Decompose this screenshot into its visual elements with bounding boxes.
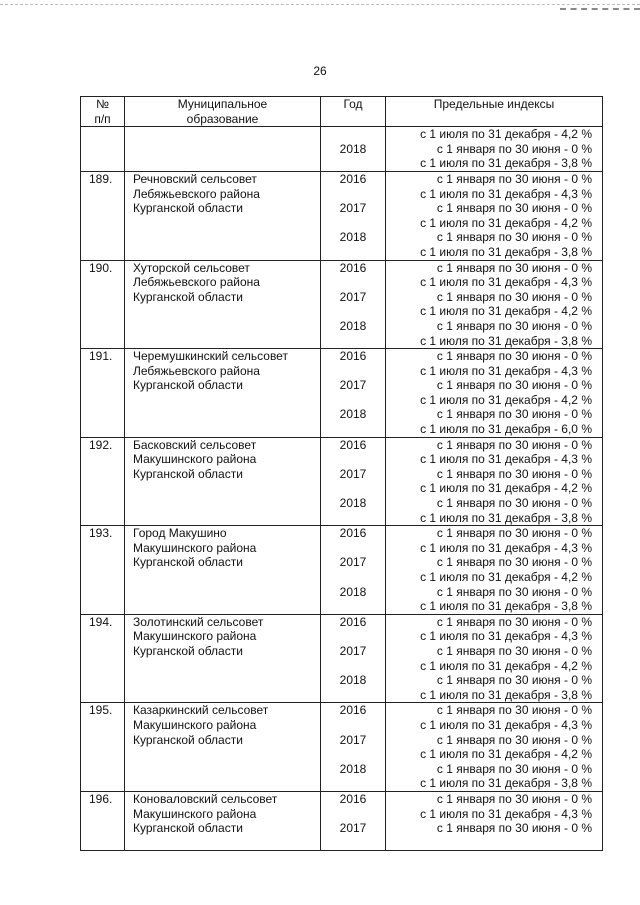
table-row: [81, 437, 603, 526]
index-line: с 1 января по 30 июня - 0 %: [436, 230, 592, 245]
indices-cell: [386, 437, 603, 526]
header-number-line: п/п: [94, 111, 111, 126]
index-line: с 1 июля по 31 декабря - 4,2 %: [420, 215, 592, 230]
year-cell: [321, 437, 386, 526]
year-block: [321, 438, 385, 467]
header-municipality: [125, 97, 321, 127]
index-line: с 1 января по 30 июня - 0 %: [436, 260, 592, 275]
year-label: 2016: [339, 437, 367, 452]
municipality-cell: [125, 171, 321, 260]
index-line: с 1 июля по 31 декабря - 4,3 %: [420, 275, 592, 290]
index-line: с 1 июля по 31 декабря - 3,8 %: [420, 244, 592, 259]
continuation-indices-cell: [386, 127, 603, 172]
continuation-year-cell: [321, 127, 386, 172]
municipality-line: Речновский сельсовет: [133, 171, 257, 186]
year-label: 2017: [339, 466, 367, 481]
row-number: 189.: [89, 171, 113, 186]
index-line: с 1 января по 30 июня - 0 %: [436, 703, 592, 718]
year-block: [321, 201, 385, 230]
municipality-line: Басковский сельсовет: [133, 437, 257, 452]
year-block: [321, 290, 385, 319]
year-label: 2018: [339, 318, 367, 333]
municipality-cell: [125, 614, 321, 703]
index-line: с 1 июля по 31 декабря - 6,0 %: [420, 422, 592, 437]
index-line: с 1 июля по 31 декабря - 4,3 %: [420, 452, 592, 467]
table-row: [81, 260, 603, 349]
row-number: 191.: [89, 349, 113, 364]
index-line: с 1 января по 30 июня - 0 %: [436, 584, 592, 599]
year-block: [321, 261, 385, 290]
row-number-cell: [81, 349, 125, 438]
year-block: [321, 407, 385, 436]
index-line: с 1 января по 30 июня - 0 %: [436, 526, 592, 541]
year-block: [321, 615, 385, 644]
row-number: 190.: [89, 260, 113, 275]
index-line: с 1 июля по 31 декабря - 4,2 %: [420, 570, 592, 584]
year-block: [321, 349, 385, 378]
year-cell: [321, 260, 386, 349]
year-block: [321, 821, 385, 850]
year-label: 2016: [339, 171, 367, 186]
municipality-line: Коноваловский сельсовет: [133, 791, 278, 806]
header-year-line: Год: [343, 97, 363, 111]
index-line: с 1 июля по 31 декабря - 4,3 %: [420, 717, 592, 732]
index-line: с 1 января по 30 июня - 0 %: [436, 791, 592, 806]
municipality-line: Макушинского района: [133, 629, 257, 644]
year-cell: [321, 791, 386, 850]
municipality-line: Казаркинский сельсовет: [133, 703, 269, 718]
indices-cell: [386, 614, 603, 703]
header-indices: [386, 97, 603, 127]
index-line: с 1 июля по 31 декабря - 3,8 %: [420, 333, 592, 348]
table-row: [81, 703, 603, 792]
year-label: 2016: [339, 703, 367, 718]
index-line: с 1 января по 30 июня - 0 %: [436, 289, 592, 304]
indices-cell: [386, 260, 603, 349]
year-label: 2016: [339, 614, 367, 629]
municipality-line: Курганской области: [133, 732, 243, 747]
index-line: с 1 января по 30 июня - 0 %: [436, 407, 592, 422]
year-label: 2017: [339, 643, 367, 658]
table-row: [81, 614, 603, 703]
header-number: [81, 97, 125, 127]
municipality-line: Макушинского района: [133, 452, 257, 467]
indices-table: [80, 96, 603, 851]
row-number-cell: [81, 260, 125, 349]
year-block: [321, 526, 385, 555]
municipality-line: Макушинского района: [133, 806, 257, 821]
index-line: с 1 января по 30 июня - 0 %: [436, 318, 592, 333]
indices-cell: [386, 526, 603, 615]
scan-edge-top: [0, 4, 640, 8]
index-line: с 1 июля по 31 декабря - 4,3 %: [420, 806, 592, 821]
row-number: 196.: [89, 791, 113, 806]
year-cell: [321, 171, 386, 260]
index-line: с 1 июля по 31 декабря - 4,3 %: [420, 186, 592, 201]
row-number: 194.: [89, 614, 113, 629]
index-line: с 1 июля по 31 декабря - 4,2 %: [420, 747, 592, 762]
year-label: [321, 127, 385, 142]
year-block: [321, 555, 385, 584]
header-municipality-line: Муниципальное: [177, 97, 268, 111]
row-number-cell: [81, 791, 125, 850]
row-number-cell: [81, 171, 125, 260]
index-line: с 1 июля по 31 декабря - 4,2 %: [420, 127, 592, 142]
municipality-line: Макушинского района: [133, 717, 257, 732]
index-line: с 1 июля по 31 декабря - 3,8 %: [420, 776, 592, 791]
municipality-cell: [125, 437, 321, 526]
municipality-line: Курганской области: [133, 466, 243, 481]
municipality-line: Лебяжьевского района: [133, 275, 260, 290]
index-line: с 1 января по 30 июня - 0 %: [436, 466, 592, 481]
year-label: 2018: [339, 496, 367, 511]
header-number-line: №: [96, 97, 109, 111]
index-line: с 1 июля по 31 декабря - 4,2 %: [420, 658, 592, 673]
year-label: 2017: [339, 289, 367, 304]
year-block: [321, 467, 385, 496]
year-block: [321, 733, 385, 762]
year-label: 2017: [339, 732, 367, 747]
year-label: 2016: [339, 349, 367, 364]
year-label: 2018: [339, 407, 367, 422]
index-line: с 1 января по 30 июня - 0 %: [436, 437, 592, 452]
year-label: 2018: [339, 673, 367, 688]
municipality-line: Курганской области: [133, 643, 243, 658]
municipality-line: Макушинского района: [133, 540, 257, 555]
year-label: 2017: [339, 555, 367, 570]
index-line: с 1 января по 30 июня - 0 %: [436, 378, 592, 393]
indices-cell: [386, 349, 603, 438]
municipality-line: Курганской области: [133, 201, 243, 216]
row-number-cell: [81, 437, 125, 526]
year-block: [321, 792, 385, 821]
row-number-cell: [81, 526, 125, 615]
row-number: 192.: [89, 437, 113, 452]
municipality-line: Курганской области: [133, 378, 243, 393]
year-cell: [321, 614, 386, 703]
municipality-line: Курганской области: [133, 555, 243, 570]
year-block: [321, 762, 385, 791]
year-label: 2018: [339, 141, 367, 156]
year-label: 2016: [339, 260, 367, 275]
year-block: [321, 496, 385, 525]
row-number-cell: [81, 703, 125, 792]
index-line: с 1 июля по 31 декабря - 3,8 %: [420, 510, 592, 525]
index-line: с 1 июля по 31 декабря - 3,8 %: [420, 599, 592, 614]
municipality-line: Черемушкинский сельсовет: [133, 349, 288, 364]
index-line: с 1 января по 30 июня - 0 %: [436, 643, 592, 658]
indices-cell: [386, 791, 603, 850]
row-number: 193.: [89, 526, 113, 541]
municipality-cell: [125, 260, 321, 349]
indices-cell: [386, 703, 603, 792]
municipality-line: Курганской области: [133, 289, 243, 304]
row-number: 195.: [89, 703, 113, 718]
table-row: [81, 171, 603, 260]
header-indices-line: Предельные индексы: [433, 97, 555, 111]
year-block: [321, 172, 385, 201]
index-line: с 1 января по 30 июня - 0 %: [436, 761, 592, 776]
index-line: с 1 июля по 31 декабря - 4,2 %: [420, 481, 592, 496]
index-line: с 1 июля по 31 декабря - 4,3 %: [420, 363, 592, 378]
index-line: с 1 января по 30 июня - 0 %: [436, 496, 592, 511]
table-header-row: [81, 97, 603, 127]
municipality-line: Курганской области: [133, 821, 243, 836]
year-label: 2017: [339, 378, 367, 393]
municipality-cell: [125, 349, 321, 438]
year-block: [321, 644, 385, 673]
municipality-cell: [125, 703, 321, 792]
municipality-line: Золотинский сельсовет: [133, 614, 264, 629]
scan-edge-right: [560, 8, 640, 13]
municipality-line: Лебяжьевского района: [133, 363, 260, 378]
row-number-cell: [81, 614, 125, 703]
continuation-row: [81, 127, 603, 172]
year-block: [321, 230, 385, 259]
year-label: 2016: [339, 526, 367, 541]
indices-cell: [386, 171, 603, 260]
index-line: с 1 июля по 31 декабря - 3,8 %: [420, 156, 592, 171]
municipality-cell: [125, 791, 321, 850]
index-line: с 1 января по 30 июня - 0 %: [436, 732, 592, 747]
table-row: [81, 526, 603, 615]
year-label: 2017: [339, 201, 367, 216]
table-row: [81, 791, 603, 850]
municipality-line: Город Макушино: [133, 526, 227, 541]
index-line: с 1 января по 30 июня - 0 %: [436, 201, 592, 216]
header-year: [321, 97, 386, 127]
index-line: с 1 января по 30 июня - 0 %: [436, 821, 592, 836]
year-label: 2016: [339, 791, 367, 806]
table-rows: [81, 171, 603, 850]
year-block: [321, 585, 385, 614]
year-block: [321, 319, 385, 348]
year-block: [321, 378, 385, 407]
continuation-number-cell: [81, 127, 125, 172]
index-line: с 1 июля по 31 декабря - 4,3 %: [420, 629, 592, 644]
table-row: [81, 349, 603, 438]
municipality-line: Хуторской сельсовет: [133, 260, 250, 275]
year-cell: [321, 349, 386, 438]
continuation-municipality-cell: [125, 127, 321, 172]
year-block: [321, 673, 385, 702]
year-label: 2017: [339, 821, 367, 836]
index-line: с 1 января по 30 июня - 0 %: [436, 349, 592, 364]
year-label: 2018: [339, 761, 367, 776]
index-line: с 1 июля по 31 декабря - 3,8 %: [420, 687, 592, 702]
index-line: с 1 июля по 31 декабря - 4,2 %: [420, 304, 592, 319]
index-line: с 1 января по 30 июня - 0 %: [436, 141, 592, 156]
year-cell: [321, 526, 386, 615]
index-line: с 1 января по 30 июня - 0 %: [436, 555, 592, 570]
year-label: 2018: [339, 230, 367, 245]
page-number: 26: [313, 64, 327, 78]
index-line: с 1 июля по 31 декабря - 4,2 %: [420, 392, 592, 407]
municipality-cell: [125, 526, 321, 615]
index-line: с 1 января по 30 июня - 0 %: [436, 673, 592, 688]
municipality-line: Лебяжьевского района: [133, 186, 260, 201]
year-cell: [321, 703, 386, 792]
index-line: с 1 июля по 31 декабря - 4,3 %: [420, 540, 592, 555]
year-label: 2018: [339, 584, 367, 599]
header-municipality-line: образование: [186, 111, 259, 126]
index-line: с 1 января по 30 июня - 0 %: [436, 614, 592, 629]
year-block: [321, 703, 385, 732]
index-line: с 1 января по 30 июня - 0 %: [436, 171, 592, 186]
